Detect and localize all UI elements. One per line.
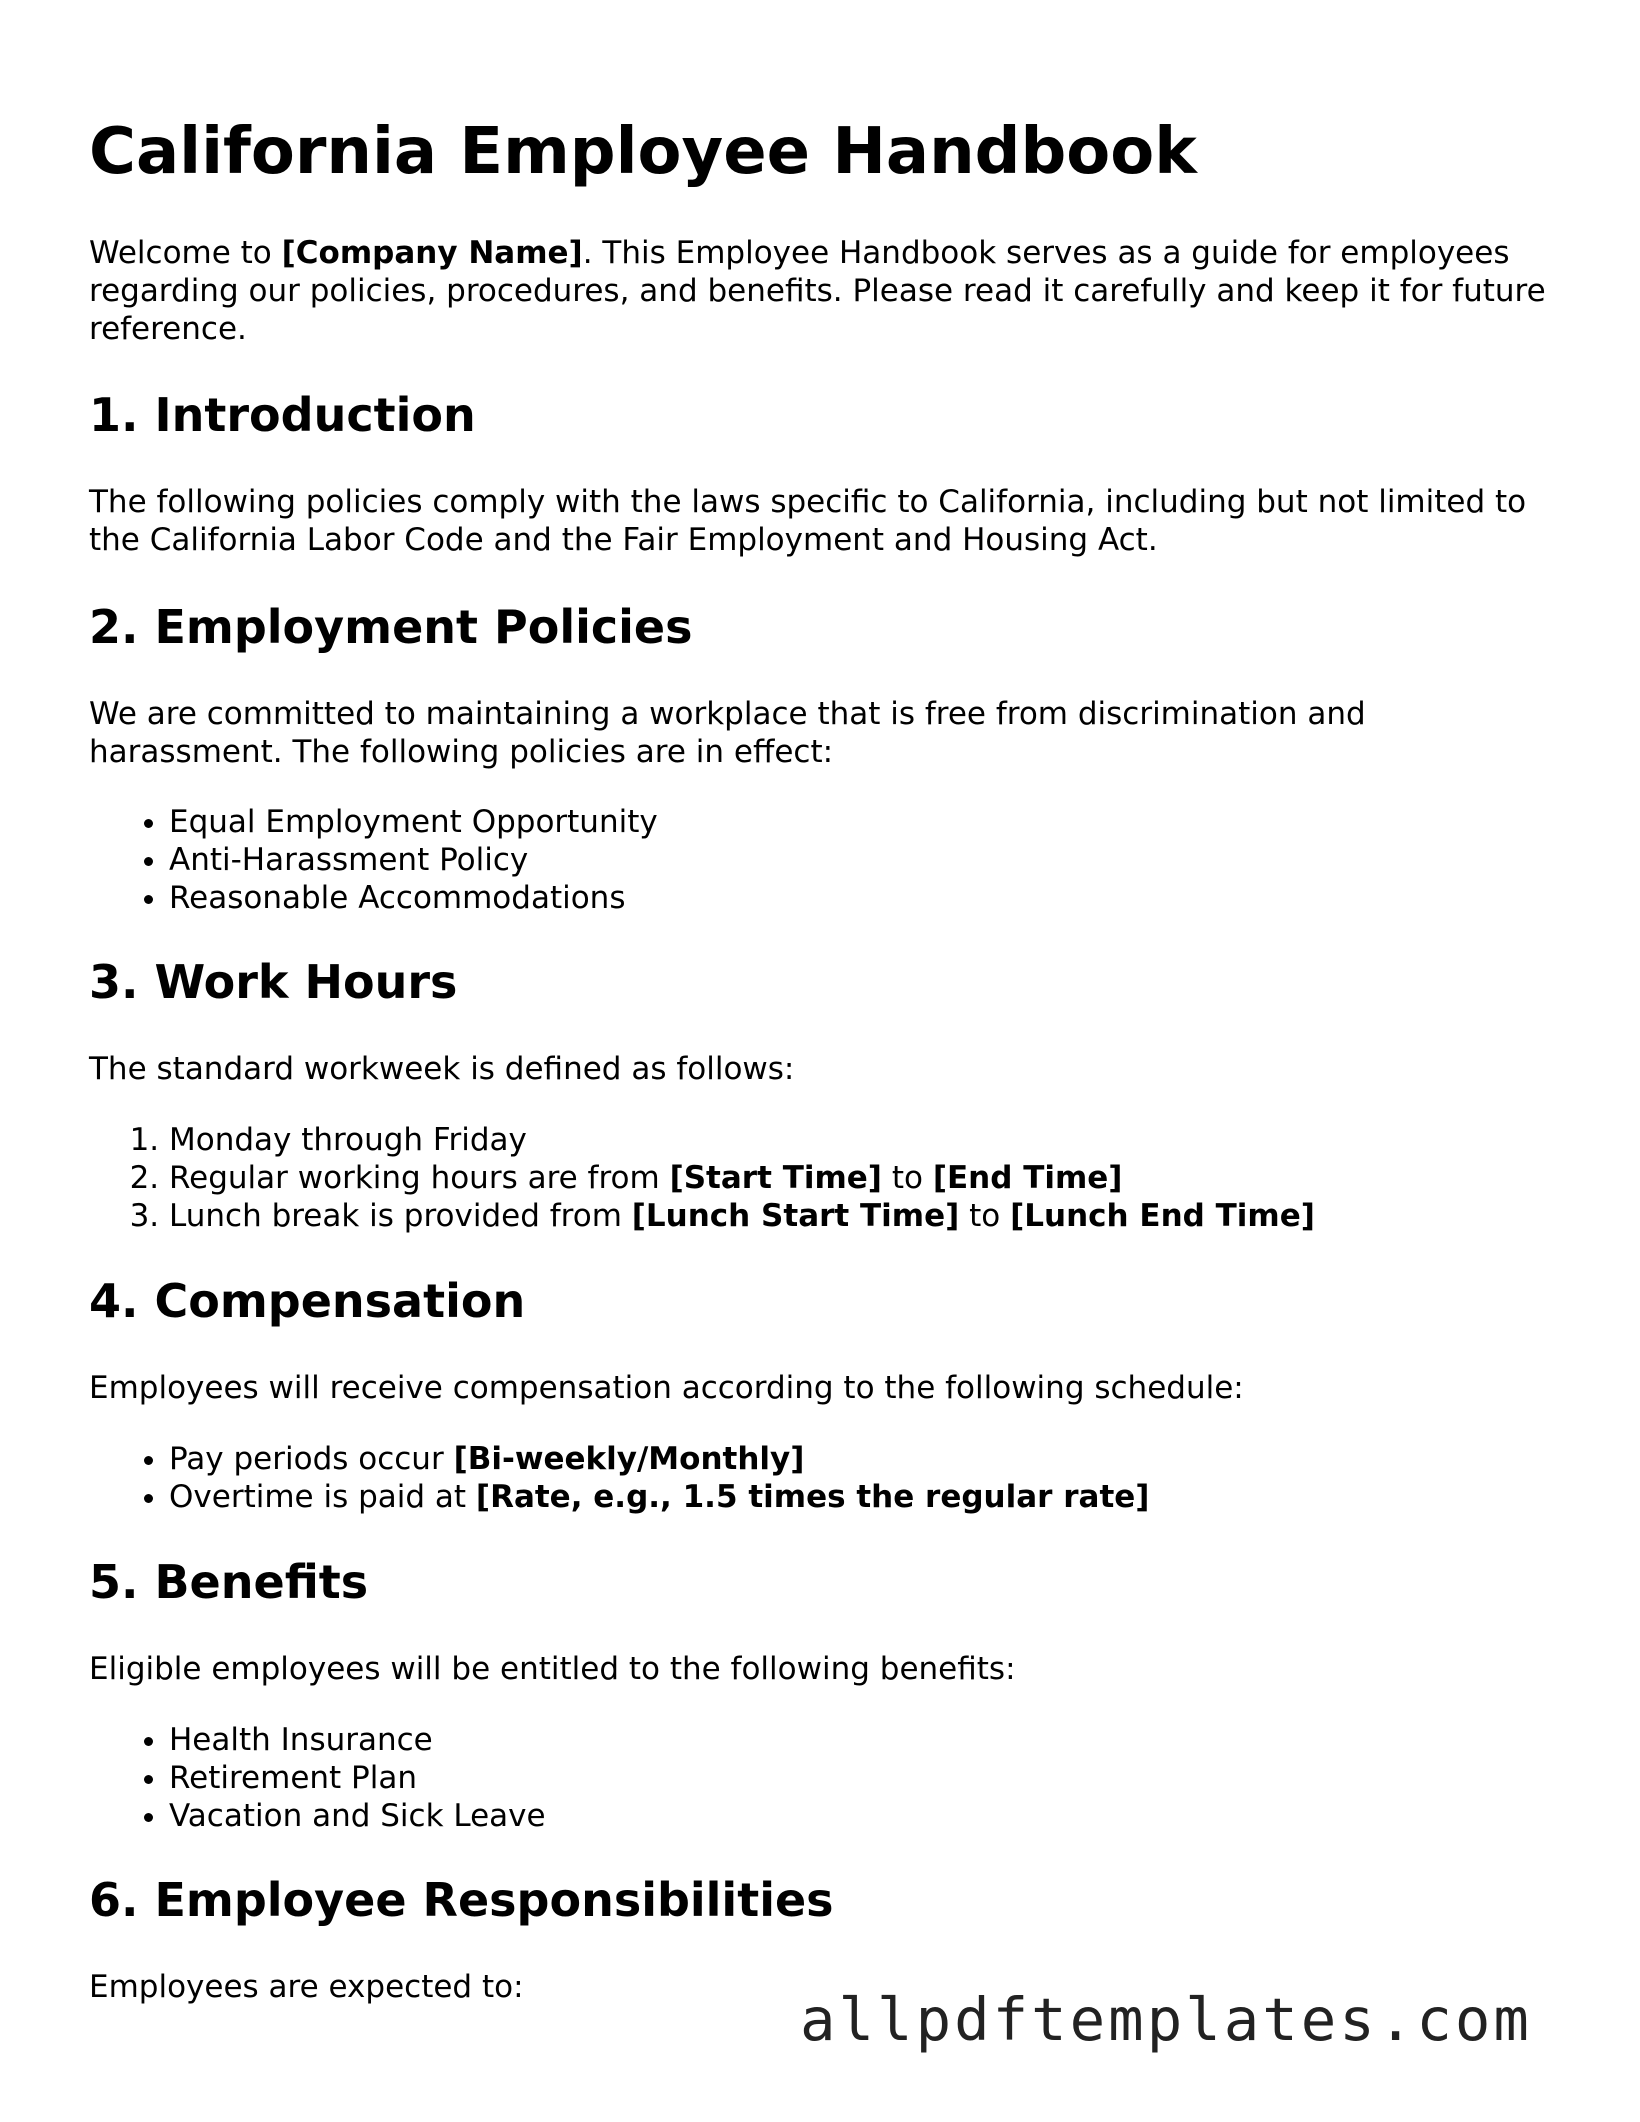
list-item — [169, 1159, 1559, 1197]
section-compensation — [89, 1271, 1559, 1331]
employment-policies-list — [89, 803, 1559, 917]
list-item: • Retirement Plan — [169, 1759, 1559, 1797]
section-introduction-body — [89, 483, 1559, 559]
section-paragraph: Eligible employees will be entitled to the following benefits: — [89, 1651, 1016, 1687]
start-time-placeholder: [Start Time] — [669, 1160, 882, 1196]
section-heading: 1. Introduction — [89, 388, 476, 442]
benefits-list — [89, 1721, 1559, 1835]
watermark: allpdftemplates.com — [800, 1985, 1532, 2054]
intro-suffix: . This Employee Handbook serves as a guide for employees regarding our policies, procedures, and benefits. Please read it carefully and keep it for future reference. — [89, 235, 1546, 347]
list-item: • Reasonable Accommodations — [169, 879, 1559, 917]
section-paragraph: Employees will receive compensation according to the following schedule: — [89, 1370, 1244, 1406]
section-heading: 2. Employment Policies — [89, 600, 693, 654]
end-time-placeholder: [End Time] — [932, 1160, 1123, 1196]
list-item: • Equal Employment Opportunity — [169, 803, 1559, 841]
list-item — [169, 1197, 1559, 1235]
item-prefix: Overtime is paid at — [169, 1479, 476, 1515]
intro-prefix: Welcome to — [89, 235, 282, 271]
list-item: • Anti-Harassment Policy — [169, 841, 1559, 879]
section-benefits-body — [89, 1650, 1559, 1688]
employment-policies-list-block — [89, 803, 1559, 917]
lunch-start-placeholder: [Lunch Start Time] — [631, 1198, 960, 1234]
section-paragraph: Employees are expected to: — [89, 1969, 524, 2005]
section-benefits — [89, 1552, 1559, 1612]
item-prefix: Regular working hours are from — [169, 1160, 670, 1196]
section-work-hours — [89, 952, 1559, 1012]
section-paragraph: The standard workweek is defined as follows: — [89, 1051, 795, 1087]
section-employee-responsibilities — [89, 1870, 1559, 1930]
section-employment-policies — [89, 597, 1559, 657]
list-item: • Vacation and Sick Leave — [169, 1797, 1559, 1835]
compensation-list-block — [89, 1440, 1559, 1516]
item-prefix: Lunch break is provided from — [169, 1198, 632, 1234]
work-hours-list — [89, 1121, 1559, 1235]
section-heading: 4. Compensation — [89, 1274, 526, 1328]
document-title: California Employee Handbook — [89, 115, 1197, 189]
list-item: 1. Monday through Friday — [169, 1121, 1559, 1159]
item-mid: to — [881, 1160, 933, 1196]
compensation-list — [89, 1440, 1559, 1516]
section-employment-policies-body — [89, 695, 1559, 771]
section-work-hours-body — [89, 1050, 1559, 1088]
section-heading: 6. Employee Responsibilities — [89, 1873, 834, 1927]
intro-paragraph-block — [89, 234, 1559, 348]
list-item — [169, 1478, 1559, 1516]
overtime-rate-placeholder: [Rate, e.g., 1.5 times the regular rate] — [475, 1479, 1150, 1515]
section-compensation-body — [89, 1369, 1559, 1407]
company-name-placeholder: [Company Name] — [281, 235, 583, 271]
section-paragraph: We are committed to maintaining a workplace that is free from discrimination and harassment. The following policies are in effect: — [89, 696, 1366, 770]
intro-paragraph — [89, 234, 1559, 348]
list-item — [169, 1440, 1559, 1478]
lunch-end-placeholder: [Lunch End Time] — [1010, 1198, 1315, 1234]
section-introduction — [89, 385, 1559, 445]
section-heading: 5. Benefits — [89, 1555, 369, 1609]
pay-period-placeholder: [Bi-weekly/Monthly] — [453, 1441, 805, 1477]
work-hours-list-block — [89, 1121, 1559, 1235]
section-heading: 3. Work Hours — [89, 955, 458, 1009]
list-item: • Health Insurance — [169, 1721, 1559, 1759]
benefits-list-block — [89, 1721, 1559, 1835]
item-mid: to — [959, 1198, 1011, 1234]
item-prefix: Pay periods occur — [169, 1441, 454, 1477]
section-paragraph: The following policies comply with the laws specific to California, including but not limited to the California Labor Code and the Fair Employment and Housing Act. — [89, 484, 1527, 558]
